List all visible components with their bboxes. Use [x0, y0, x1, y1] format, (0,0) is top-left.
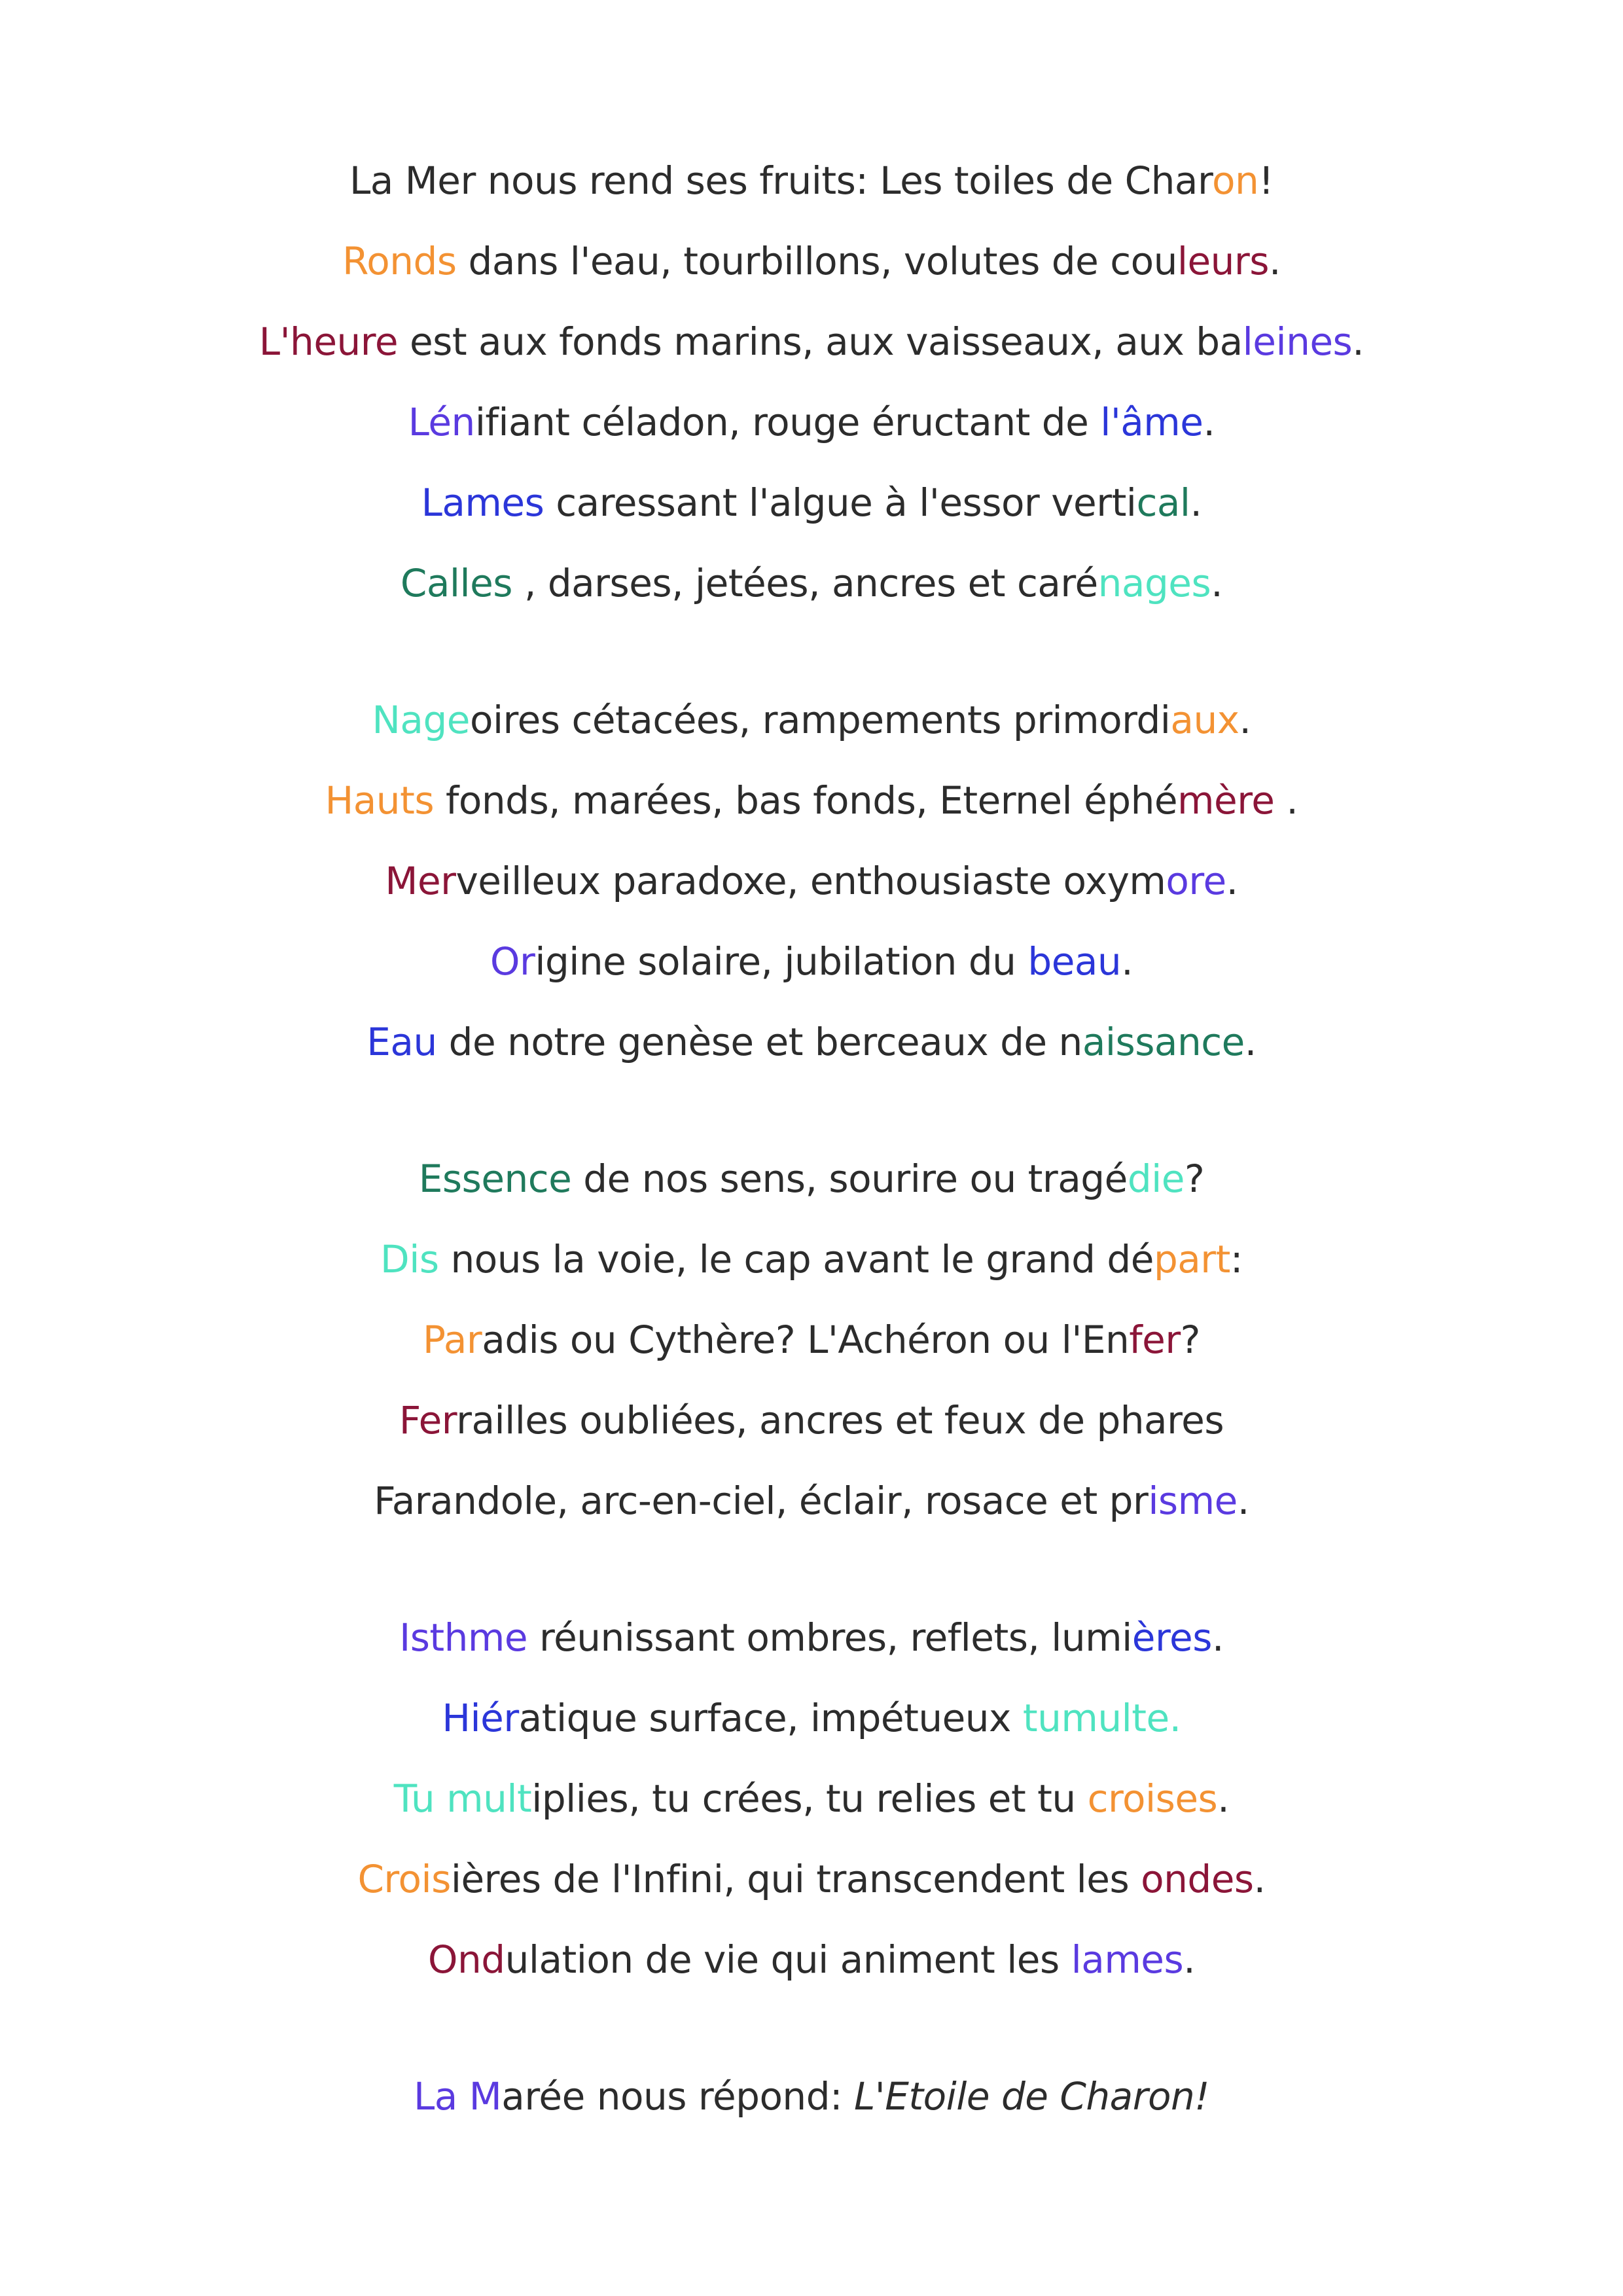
line-segment: fer: [1129, 1318, 1181, 1362]
line-segment: !: [1258, 158, 1274, 203]
line-segment: ?: [1184, 1157, 1205, 1201]
stanza: [0, 141, 1623, 624]
poem-line: [0, 543, 1623, 624]
line-segment: :: [1230, 1237, 1243, 1282]
line-segment: , darses, jetées, ancres et caré: [512, 561, 1098, 605]
line-segment: Hauts: [325, 778, 435, 823]
line-segment: Tu mult: [393, 1776, 532, 1821]
line-segment: cal: [1136, 480, 1190, 525]
line-segment: aissance: [1082, 1020, 1245, 1064]
poem-line: [0, 1300, 1623, 1380]
line-segment: de nos sens, sourire ou tragé: [571, 1157, 1128, 1201]
poem-line: [0, 1678, 1623, 1759]
line-segment: .: [1226, 859, 1238, 903]
line-segment: Calles: [400, 561, 513, 605]
poem-line: [0, 841, 1623, 922]
line-segment: .: [1237, 1479, 1249, 1523]
line-segment: adis ou Cythère? L'Achéron ou l'En: [482, 1318, 1130, 1362]
line-segment: Or: [490, 939, 535, 984]
poem-line: [0, 1380, 1623, 1461]
poem-line: [0, 1598, 1623, 1678]
line-segment: Isthme: [399, 1615, 528, 1660]
stanza-gap: [0, 2000, 1623, 2056]
stanza-gap: [0, 624, 1623, 680]
stanza-gap: [0, 1541, 1623, 1598]
poem-line: [0, 1839, 1623, 1920]
line-segment: ?: [1180, 1318, 1200, 1362]
poem-line: [0, 1219, 1623, 1300]
line-segment: Hiér: [442, 1696, 519, 1740]
line-segment: L'heure: [259, 319, 399, 364]
line-segment: .: [1183, 1937, 1196, 1982]
stanza: [0, 680, 1623, 1083]
line-segment: arée nous répond:: [501, 2074, 854, 2119]
line-segment: .: [1203, 400, 1215, 444]
poem-line: [0, 1461, 1623, 1541]
line-segment: Par: [423, 1318, 482, 1362]
line-segment: Dis: [380, 1237, 439, 1282]
line-segment: Ond: [427, 1937, 505, 1982]
line-segment: Nage: [372, 698, 470, 742]
line-segment: ulation de vie qui animent les: [505, 1937, 1071, 1982]
line-segment: .: [1217, 1776, 1230, 1821]
line-segment: réunissant ombres, reflets, lumi: [527, 1615, 1132, 1660]
line-segment: leines: [1242, 319, 1353, 364]
line-segment: .: [1253, 1857, 1266, 1901]
line-segment: L'Etoile de Charon!: [853, 2074, 1210, 2119]
line-segment: La M: [413, 2074, 502, 2119]
poem-line: [0, 302, 1623, 382]
line-segment: nages: [1097, 561, 1211, 605]
line-segment: Fer: [399, 1398, 457, 1443]
line-segment: .: [1244, 1020, 1257, 1064]
line-segment: .: [1211, 561, 1223, 605]
line-segment: nous la voie, le cap avant le grand dé: [438, 1237, 1154, 1282]
poem-line: [0, 922, 1623, 1002]
line-segment: croises: [1087, 1776, 1218, 1821]
line-segment: .: [1211, 1615, 1224, 1660]
poem-line: [0, 761, 1623, 841]
line-segment: veilleux paradoxe, enthousiaste oxym: [455, 859, 1166, 903]
line-segment: on: [1212, 158, 1259, 203]
stanza: [0, 1598, 1623, 2000]
line-segment: part: [1153, 1237, 1230, 1282]
line-segment: mère: [1177, 778, 1275, 823]
line-segment: ifiant céladon, rouge éructant de: [474, 400, 1101, 444]
line-segment: Mer: [385, 859, 456, 903]
line-segment: oires cétacées, rampements primordi: [469, 698, 1171, 742]
line-segment: .: [1352, 319, 1364, 364]
line-segment: est aux fonds marins, aux vaisseaux, aux ba: [398, 319, 1243, 364]
line-segment: atique surface, impétueux: [518, 1696, 1023, 1740]
line-segment: .: [1121, 939, 1133, 984]
line-segment: Ronds: [342, 239, 457, 283]
line-segment: ères: [1132, 1615, 1212, 1660]
line-segment: La Mer nous rend ses fruits: Les toiles de Char: [349, 158, 1213, 203]
line-segment: .: [1268, 239, 1281, 283]
line-segment: ore: [1166, 859, 1226, 903]
line-segment: fonds, marées, bas fonds, Eternel éphé: [434, 778, 1178, 823]
line-segment: beau: [1027, 939, 1122, 984]
line-segment: Eau: [366, 1020, 437, 1064]
line-segment: railles oubliées, ancres et feux de phares: [456, 1398, 1224, 1443]
line-segment: ondes: [1141, 1857, 1254, 1901]
poem: [0, 141, 1623, 2137]
stanza: [0, 1139, 1623, 1541]
line-segment: lames: [1071, 1937, 1184, 1982]
stanza: [0, 2056, 1623, 2137]
line-segment: die: [1127, 1157, 1185, 1201]
poem-line: [0, 1139, 1623, 1219]
line-segment: igine solaire, jubilation du: [535, 939, 1028, 984]
line-segment: .: [1190, 480, 1202, 525]
line-segment: leurs: [1177, 239, 1269, 283]
poem-line: [0, 382, 1623, 463]
poem-line: [0, 141, 1623, 221]
line-segment: Crois: [357, 1857, 451, 1901]
stanza-gap: [0, 1083, 1623, 1139]
line-segment: l'âme: [1100, 400, 1204, 444]
line-segment: dans l'eau, tourbillons, volutes de cou: [456, 239, 1177, 283]
line-segment: Lén: [408, 400, 475, 444]
line-segment: iplies, tu crées, tu relies et tu: [531, 1776, 1088, 1821]
poem-line: [0, 221, 1623, 302]
line-segment: tumulte.: [1022, 1696, 1181, 1740]
line-segment: .: [1239, 698, 1251, 742]
poem-line: [0, 1920, 1623, 2000]
line-segment: Essence: [418, 1157, 572, 1201]
poem-line: [0, 680, 1623, 761]
line-segment: Lames: [421, 480, 544, 525]
poem-line: [0, 1759, 1623, 1839]
line-segment: caressant l'algue à l'essor verti: [544, 480, 1137, 525]
poem-line: [0, 463, 1623, 543]
line-segment: ières de l'Infini, qui transcendent les: [450, 1857, 1141, 1901]
line-segment: de notre genèse et berceaux de n: [437, 1020, 1082, 1064]
poem-line: [0, 2056, 1623, 2137]
line-segment: .: [1274, 778, 1298, 823]
line-segment: aux: [1170, 698, 1240, 742]
line-segment: isme: [1148, 1479, 1238, 1523]
line-segment: Farandole, arc-en-ciel, éclair, rosace et pr: [374, 1479, 1149, 1523]
poem-line: [0, 1002, 1623, 1083]
